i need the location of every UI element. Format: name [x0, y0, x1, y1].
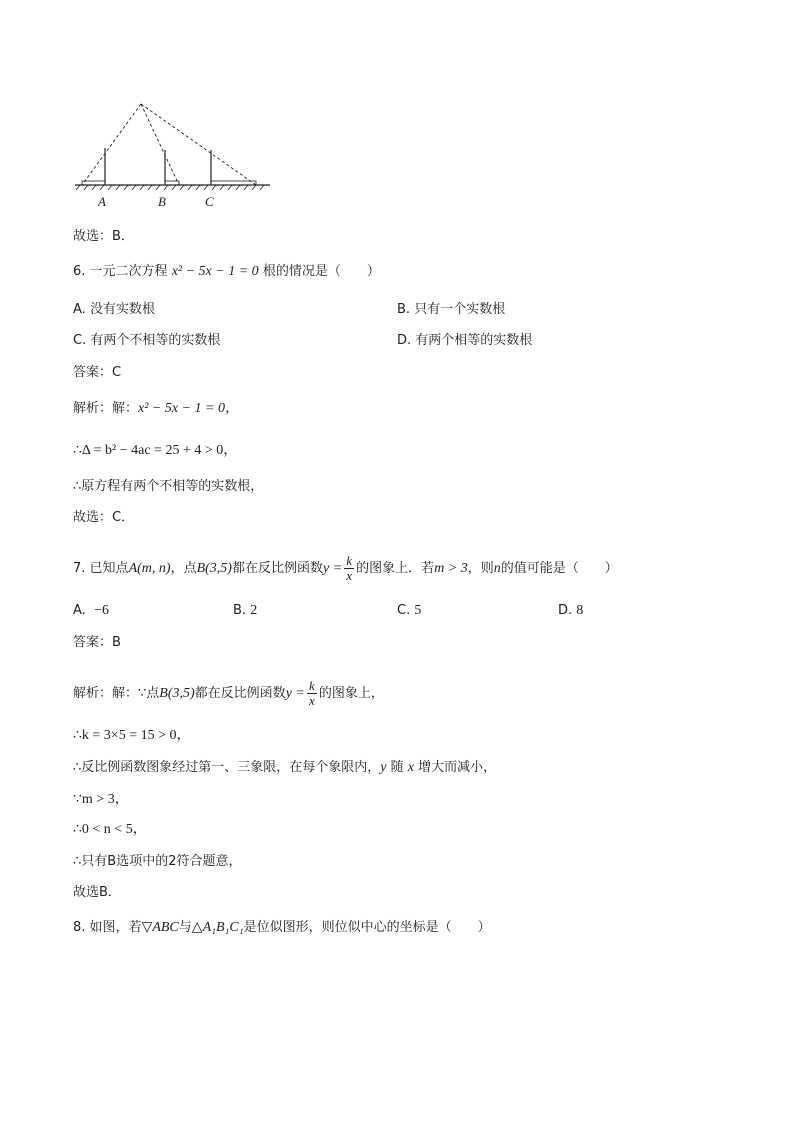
- q6-option-b: B. 只有一个实数根: [397, 302, 506, 317]
- q8-stem: 8. 如图，若▽ABC与△A₁B₁C₁是位似图形，则位似中心的坐标是（ ）: [73, 920, 491, 935]
- q6-conclusion: 故选：C．: [73, 510, 135, 525]
- q7-step-1: ∴k = 3×5 = 15 > 0，: [73, 728, 191, 743]
- q6-option-a: A. 没有实数根: [73, 302, 155, 317]
- q7-step-3: ∵m > 3，: [73, 792, 129, 807]
- q6-step-2: ∴原方程有两个不相等的实数根，: [73, 479, 264, 494]
- k-over-x-fraction: $\frac{k}{x}$: [344, 555, 354, 582]
- q6-option-d: D. 有两个相等的实数根: [397, 333, 533, 348]
- q7-option-b: B. 2: [233, 603, 258, 618]
- q7-option-a: A. −6: [73, 603, 109, 618]
- q7-conclusion: 故选B．: [73, 885, 121, 900]
- label-c: C: [205, 194, 214, 209]
- q6-analysis: 解析：解：x² − 5x − 1 = 0，: [73, 401, 239, 416]
- q5-conclusion: 故选：B．: [73, 229, 134, 244]
- q7-step-5: ∴只有B选项中的2符合题意，: [73, 854, 242, 869]
- q7-option-d: D. 8: [558, 603, 584, 618]
- q6-step-1: ∴Δ = b² − 4ac = 25 + 4 > 0，: [73, 443, 238, 458]
- q7-stem: 7. 已知点A(m, n)，点B(3,5)都在反比例函数y = $\frac{k}{x}$ 的图象上．若m > 3，则n的值可能是（ ）: [73, 553, 618, 583]
- q7-step-4: ∴0 < n < 5，: [73, 822, 147, 837]
- q7-analysis: 解析：解：∵点B(3,5)都在反比例函数y = $\frac{k}{x}$ 的图象上，: [73, 678, 384, 708]
- q6-stem: 6. 一元二次方程 x² − 5x − 1 = 0 根的情况是（ ）: [73, 264, 380, 279]
- label-b: B: [158, 194, 166, 209]
- shadow-figure: [70, 98, 280, 213]
- q7-step-2: ∴反比例函数图象经过第一、三象限，在每个象限内，y 随 x 增大而减小，: [73, 760, 497, 775]
- q6-answer: 答案：C: [73, 365, 122, 380]
- label-a: A: [98, 194, 106, 209]
- q7-option-c: C. 5: [397, 603, 422, 618]
- q6-option-c: C. 有两个不相等的实数根: [73, 333, 221, 348]
- q7-answer: 答案：B: [73, 635, 121, 650]
